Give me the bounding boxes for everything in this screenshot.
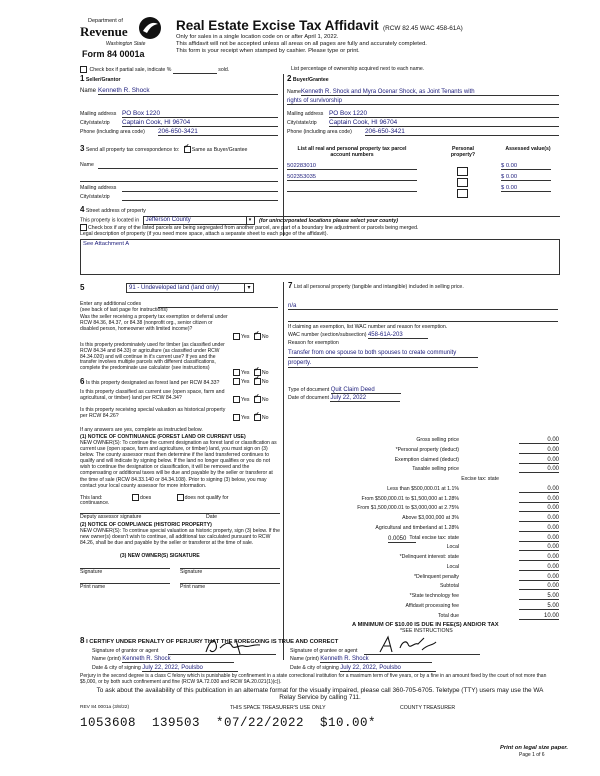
seller-city-field[interactable]: Captain Cook, HI 96704: [122, 120, 278, 127]
tax-row-label: Total due: [437, 612, 459, 619]
tax-row-label: Affidavit processing fee: [405, 602, 459, 609]
personal-property-field[interactable]: n/a: [288, 303, 558, 310]
tax-row-value[interactable]: 0.00: [519, 466, 559, 473]
street-address-row: 4 Street address of property: [80, 207, 560, 214]
tax-row-label: From $500,000.01 to $1,500,000 at 1.28%: [361, 495, 459, 502]
tax-row: [291, 544, 559, 553]
notice1-text: NEW OWNER(S): To continue the current designation as forest land or classification as current use (open space, farm and agriculture, or timber) land, you must sign on (3) below. The county assessor must then determine if the land transferred continues to qualify and will indicate by signing below. If the land no longer qualifies or you do not wish to continue the designation or classification, it will be removed and the compensating or additional taxes will be due and payable by the seller or transferor at the time of sale (RCW 84.33.140 or 84.34.108). Prior to signing (3) below, you may contact your local county assessor for more information.: [80, 440, 277, 489]
tax-row-label: Less than $500,000.01 at 1.1%: [387, 485, 459, 492]
tax-row: [291, 466, 559, 475]
additional-codes-row: Enter any additional codes: [80, 301, 278, 307]
revenue-swoosh-icon: [138, 16, 162, 40]
new-owner-print-label-2: Print name: [180, 584, 206, 590]
notice3-title: (3) NEW OWNER(S) SIGNATURE: [120, 553, 200, 559]
personal-property-label: 7 List all personal property (tangible and intangible) included in selling price.: [288, 281, 464, 290]
parcel-number-2[interactable]: 502353035: [287, 174, 417, 181]
exemption-question: Was the seller receiving a property tax exemption or deferral under RCW 84.36, 84.37, or 84.38 (nonprofit org., senior citizen or disabled person, homeowner with limited income)?: [80, 314, 228, 332]
assessed-value-3[interactable]: $ 0.00: [501, 185, 551, 192]
parcel-number-1[interactable]: 502283010: [287, 163, 417, 170]
deputy-signature-label: Deputy assessor signature: [80, 514, 142, 520]
grantor-signature-image: [200, 636, 280, 658]
tax-row-label: *State technology fee: [409, 593, 459, 599]
see-instructions-note: *SEE INSTRUCTIONS: [400, 628, 453, 634]
doc-date-row: Date of document July 22, 2022: [288, 395, 400, 402]
assessed-value-2[interactable]: $ 0.00: [501, 174, 551, 181]
tax-row-value[interactable]: 0.00: [519, 574, 559, 581]
tax-row-label: Excise tax: state: [461, 476, 499, 482]
same-as-buyer-checkbox[interactable]: [184, 146, 191, 153]
tax-row-value[interactable]: 5.00: [519, 603, 559, 610]
grantor-date-row: Date & city of signing July 22, 2022, Poulsbo: [92, 665, 238, 672]
forest-question-3: Is this property receiving special valuation as historical property per RCW 84.26?: [80, 407, 226, 420]
land-use-dropdown-icon[interactable]: ▾: [244, 284, 253, 292]
corr-mail-row: Mailing address: [80, 185, 278, 191]
grantor-sig-label: Signature of grantor or agent: [92, 648, 159, 654]
buyer-name-row: Name Kenneth R. Shock and Myra Ocenar Shock, as Joint Tenants with: [287, 89, 559, 95]
seller-name-row: Name Kenneth R. Shock: [80, 88, 278, 94]
seller-heading: 1 Seller/Grantor: [80, 74, 121, 83]
form-number: Form 84 0001a: [82, 49, 145, 59]
minimum-due-note: A MINIMUM OF $10.00 IS DUE IN FEE(S) AND/OR TAX: [352, 622, 499, 628]
local-rate-field[interactable]: 0.0050: [388, 536, 416, 543]
tax-row: [291, 613, 559, 622]
seller-phone-field[interactable]: 206-650-3421: [158, 129, 278, 136]
segregated-row: Check box if any of the listed parcels are being segregated from another parcel, are part of a boundary line adjustment or parcels being merged.: [80, 224, 418, 231]
title-text: Real Estate Excise Tax Affidavit: [176, 18, 379, 33]
parcel-number-3[interactable]: [287, 185, 417, 192]
tax-row-value[interactable]: 0.00: [519, 515, 559, 522]
tax-row-value[interactable]: 5.00: [519, 593, 559, 600]
tax-row-value[interactable]: 0.00: [519, 447, 559, 454]
assessed-value-1[interactable]: $ 0.00: [501, 163, 551, 170]
tax-row-label: *Personal property (deduct): [395, 446, 459, 453]
partial-sale-label: Check box if partial sale, indicate %: [89, 66, 172, 73]
seller-mail-field[interactable]: PO Box 1220: [122, 111, 278, 118]
revenue-wordmark: Revenue: [80, 24, 128, 39]
forest-no-checkbox[interactable]: [254, 378, 261, 385]
tax-row-label: Exemption claimed (deduct): [394, 456, 459, 463]
grantor-name-field[interactable]: Kenneth R. Shock: [122, 656, 234, 663]
timber-no-checkbox[interactable]: [254, 369, 261, 376]
reason-line-2: [288, 367, 478, 368]
forest-yes-checkbox[interactable]: [233, 378, 240, 385]
sold-label: sold.: [218, 66, 230, 73]
buyer-section: [287, 74, 559, 135]
corr-name-line-2[interactable]: [80, 175, 278, 182]
current-use-no-checkbox[interactable]: [254, 396, 261, 403]
notice1-title: (1) NOTICE OF CONTINUANCE (FOREST LAND OR CURRENT USE): [80, 434, 246, 440]
timber-yes-checkbox[interactable]: [233, 369, 240, 376]
tax-row: [291, 564, 559, 573]
tax-row: [291, 437, 559, 446]
tax-row-label: Local: [446, 563, 459, 570]
tax-row: [291, 486, 559, 495]
reason-line-1: [288, 357, 478, 358]
timber-answer: Yes ✔ No: [230, 369, 269, 376]
buyer-heading: 2 Buyer/Grantee: [287, 74, 329, 83]
additional-codes-field[interactable]: [158, 301, 278, 308]
tax-row: [291, 505, 559, 514]
new-owner-print-label-1: Print name: [80, 584, 106, 590]
historic-no-checkbox[interactable]: [254, 414, 261, 421]
grantee-name-field[interactable]: Kenneth R. Shock: [320, 656, 432, 663]
corr-city-row: City/state/zip: [80, 194, 278, 200]
tax-row-label: Above $3,000,000 at 3%: [402, 515, 459, 521]
ownership-note: List percentage of ownership acquired next to each name.: [291, 66, 425, 72]
cashier-stamp: 1053608 139503 *07/22/2022 $10.00*: [80, 716, 377, 730]
notice2-text: NEW OWNER(S): To continue special valuation as historic property, sign (3) below. If the new owner(s) doesn't wish to continue, all additional tax calculated pursuant to RCW 84.26, shall be due and payable by the seller or transferor at the time of sale.: [80, 528, 280, 547]
tax-row-value[interactable]: 0.00: [519, 505, 559, 512]
new-owner-sig-label-2: Signature: [180, 569, 203, 575]
grantee-name-row: Name (print) Kenneth R. Shock: [290, 656, 432, 663]
reason-label: Reason for exemption: [288, 340, 339, 346]
timber-question: Is this property predominately used for timber (as classified under RCW 84.34 and 84.33) or agriculture (as classified under RCW 84.34.020) and will continue in it's current use? If yes and the transfer involves multiple parcels with different classifications, complete the predominate use calculator (see instructions): [80, 342, 225, 372]
additional-codes-note: (see back of last page for instructions): [80, 307, 168, 313]
tax-row-label: Gross selling price: [416, 437, 459, 443]
tax-row-value[interactable]: 0.00: [519, 437, 559, 444]
header-notes: [176, 34, 506, 55]
segregated-checkbox[interactable]: [80, 224, 87, 231]
tax-row: [291, 535, 559, 544]
forest-answer-2: Yes ✔ No: [230, 396, 269, 403]
tax-row: [291, 447, 559, 456]
treasurer-use-label: THIS SPACE TREASURER'S USE ONLY: [230, 705, 326, 711]
tax-row: [291, 457, 559, 466]
rcw-ref: (RCW 82.45 WAC 458-61A): [383, 25, 463, 32]
county-treasurer-label: COUNTY TREASURER: [400, 705, 456, 711]
correspondence-heading: 3 Send all property tax correspondence to: ✔ Same as Buyer/Grantee: [80, 146, 278, 153]
tax-row-value[interactable]: 0.00: [519, 544, 559, 551]
exemption-yes-checkbox[interactable]: [233, 333, 240, 340]
parcel-table: [287, 146, 559, 202]
tax-row-value[interactable]: 10.00: [519, 613, 559, 620]
tax-row: [291, 525, 559, 534]
legal-description-box[interactable]: [80, 239, 560, 275]
tax-row-label: *Delinquent penalty: [414, 573, 459, 580]
doc-type-field[interactable]: Quit Claim Deed: [331, 387, 401, 394]
seller-name-field[interactable]: Kenneth R. Shock: [98, 88, 278, 95]
corr-city-field[interactable]: [122, 194, 278, 201]
county-row: This property is located in Jefferson County ▾ (for unincorporated locations please select your county): [80, 216, 398, 224]
tax-row: [291, 593, 559, 602]
doc-type-row: Type of document Quit Claim Deed: [288, 387, 401, 394]
tax-row: [291, 574, 559, 583]
tax-row-value[interactable]: 0.00: [519, 554, 559, 561]
parcel-col-header: List all real and personal property tax parcel account numbers: [297, 146, 407, 159]
reason-field[interactable]: Transfer from one spouse to both spouses to create community property.: [288, 350, 457, 366]
notice2-title: (2) NOTICE OF COMPLIANCE (HISTORIC PROPERTY): [80, 522, 212, 528]
legal-paper-note: Print on legal size paper.: [500, 745, 568, 751]
perjury-notice: Perjury in the second degree is a class C felony which is punishable by confinement in a state correctional institution for a maximum term of five years, or by a fine in an amount fixed by the court of not more than $5,000, or by both such confinement and fine (RCW 9A.72.030 and RCW 9A.20.021(1)(c)).: [80, 673, 547, 685]
tax-row-label: Taxable selling price: [412, 466, 459, 473]
correspondence-section: [80, 144, 278, 200]
tax-row: [291, 554, 559, 563]
this-land-row: This land: does does not qualify for: [80, 494, 229, 501]
tax-row: [291, 515, 559, 524]
tax-row: [291, 603, 559, 612]
personal-checkbox-3[interactable]: [457, 185, 468, 203]
legal-description-text: See Attachment A: [83, 241, 130, 247]
seller-section: [80, 74, 278, 135]
wac-field[interactable]: 458-61A-203: [368, 332, 428, 339]
tax-row-label: *Delinquent interest: state: [399, 554, 459, 560]
buyer-phone-row: Phone (including area code) 206-650-3421: [287, 129, 559, 135]
header-note-1: Only for sales in a single location code on or after April 1, 2022.: [176, 34, 339, 40]
tax-row-label: Total excise tax: state: [409, 534, 459, 541]
buyer-city-field[interactable]: Captain Cook, HI 96704: [329, 120, 559, 127]
header-note-2: This affidavit will not be accepted unless all areas on all pages are fully and accurately completed.: [176, 41, 427, 47]
alternate-format-note: To ask about the availability of this publication in an alternate format for the visually impaired, please call 360-705-6705. Teletype (TTY) users may use the WA Relay Service by calling 711.: [96, 687, 544, 701]
tax-row-value[interactable]: 0.00: [519, 583, 559, 590]
buyer-name-field-2[interactable]: rights of survivorship: [287, 98, 559, 105]
partial-sale-row: [80, 66, 229, 74]
header-note-3: This form is your receipt when stamped by cashier. Please type or print.: [176, 48, 360, 54]
tax-row-label: Agricultural and timberland at 1.28%: [375, 524, 459, 531]
grantee-signature-image: [376, 634, 446, 656]
buyer-mail-field[interactable]: PO Box 1220: [329, 111, 559, 118]
assessed-col-header: Assessed value(s): [505, 146, 551, 152]
buyer-mail-row: Mailing address PO Box 1220: [287, 111, 559, 117]
lower-divider: [283, 282, 284, 660]
personal-property-field-2[interactable]: [288, 316, 558, 322]
tax-row: [291, 583, 559, 592]
new-owner-sig-label-1: Signature: [80, 569, 103, 575]
if-yes-note: If any answers are yes, complete as instructed below.: [80, 427, 203, 433]
form-title: [176, 17, 463, 35]
does-not-qualify-checkbox[interactable]: [177, 494, 184, 501]
exemption-label: If claiming an exemption, list WAC number and reason for exemption.: [288, 324, 448, 330]
exemption-answer: Yes ✔ No: [230, 333, 269, 340]
buyer-city-row: City/state/zip Captain Cook, HI 96704: [287, 120, 559, 126]
tax-row: [291, 476, 559, 485]
buyer-name-row-2: [287, 98, 559, 105]
grantee-date-field[interactable]: July 22, 2022, Poulsbo: [340, 665, 436, 672]
tax-row-value[interactable]: 0.00: [519, 525, 559, 532]
grantor-date-field[interactable]: July 22, 2022, Poulsbo: [142, 665, 238, 672]
tax-row-label: Subtotal: [439, 583, 459, 590]
seller-phone-row: Phone (including area code) 206-650-3421: [80, 129, 278, 135]
tax-row-value[interactable]: 0.00: [519, 564, 559, 571]
forest-answer-1: Yes ✔ No: [230, 378, 269, 385]
tax-row-value[interactable]: 0.00: [519, 496, 559, 503]
washington-state-text: Washington State: [106, 41, 146, 47]
does-qualify-checkbox[interactable]: [132, 494, 139, 501]
forest-answer-3: Yes ✔ No: [230, 414, 269, 421]
tax-row-value[interactable]: 0.00: [519, 486, 559, 493]
doc-date-field[interactable]: July 22, 2022: [330, 395, 400, 402]
continuance-label: continuance.: [80, 500, 110, 506]
current-use-yes-checkbox[interactable]: [233, 396, 240, 403]
tax-row-value[interactable]: 0.00: [519, 535, 559, 542]
exemption-no-checkbox[interactable]: [254, 333, 261, 340]
certify-heading: 8 I CERTIFY UNDER PENALTY OF PERJURY THAT THE FOREGOING IS TRUE AND CORRECT: [80, 636, 339, 645]
corr-mail-field[interactable]: [122, 185, 278, 192]
historic-yes-checkbox[interactable]: [233, 414, 240, 421]
forest-question-1: 6 Is this property designated as forest land per RCW 84.33?: [80, 377, 220, 386]
partial-sale-percent-field[interactable]: [173, 67, 217, 74]
page-number: Page 1 of 6: [519, 752, 545, 758]
buyer-name-field[interactable]: Kenneth R. Shock and Myra Ocenar Shock, as Joint Tenants with: [301, 89, 559, 96]
tax-row-label: Local: [446, 544, 459, 551]
rev-number: REV 84 0001a (3/8/22): [80, 705, 130, 710]
street-section: [80, 205, 560, 247]
grantee-date-row: Date & city of signing July 22, 2022, Poulsbo: [290, 665, 436, 672]
grantee-sig-label: Signature of grantee or agent: [290, 648, 358, 654]
buyer-phone-field[interactable]: 206-650-3421: [365, 129, 559, 136]
seller-mail-row: Mailing address PO Box 1220: [80, 111, 278, 117]
grantor-name-row: Name (print) Kenneth R. Shock: [92, 656, 234, 663]
forest-question-2: Is this property classified as current use (open space, farm and agricultural, or timber) land per RCW 84.34?: [80, 389, 225, 402]
tax-row-value[interactable]: 0.00: [519, 457, 559, 464]
wac-row: WAC number (section/subsection) 458-61A-203: [288, 332, 428, 339]
personal-col-header: Personal property?: [450, 146, 476, 159]
legal-description-label: Legal description of property (if you need more space, attach a separate sheet to each page of the affidavit).: [80, 231, 328, 237]
partial-sale-checkbox[interactable]: [80, 66, 87, 73]
dept-of-text: Department of: [88, 18, 123, 24]
corr-name-field[interactable]: [98, 162, 278, 169]
corr-name-row: Name: [80, 162, 278, 168]
county-select[interactable]: Jefferson County ▾: [143, 216, 255, 225]
land-use-select[interactable]: 91 - Undeveloped land (land only) ▾: [126, 283, 254, 293]
deputy-date-label: Date: [206, 514, 217, 520]
tax-row: [291, 496, 559, 505]
seller-city-row: City/state/zip Captain Cook, HI 96704: [80, 120, 278, 126]
county-dropdown-icon[interactable]: ▾: [246, 217, 254, 224]
tax-row-label: From $1,500,000.01 to $3,000,000 at 2.75%: [357, 505, 459, 512]
dor-logo: [80, 16, 166, 60]
